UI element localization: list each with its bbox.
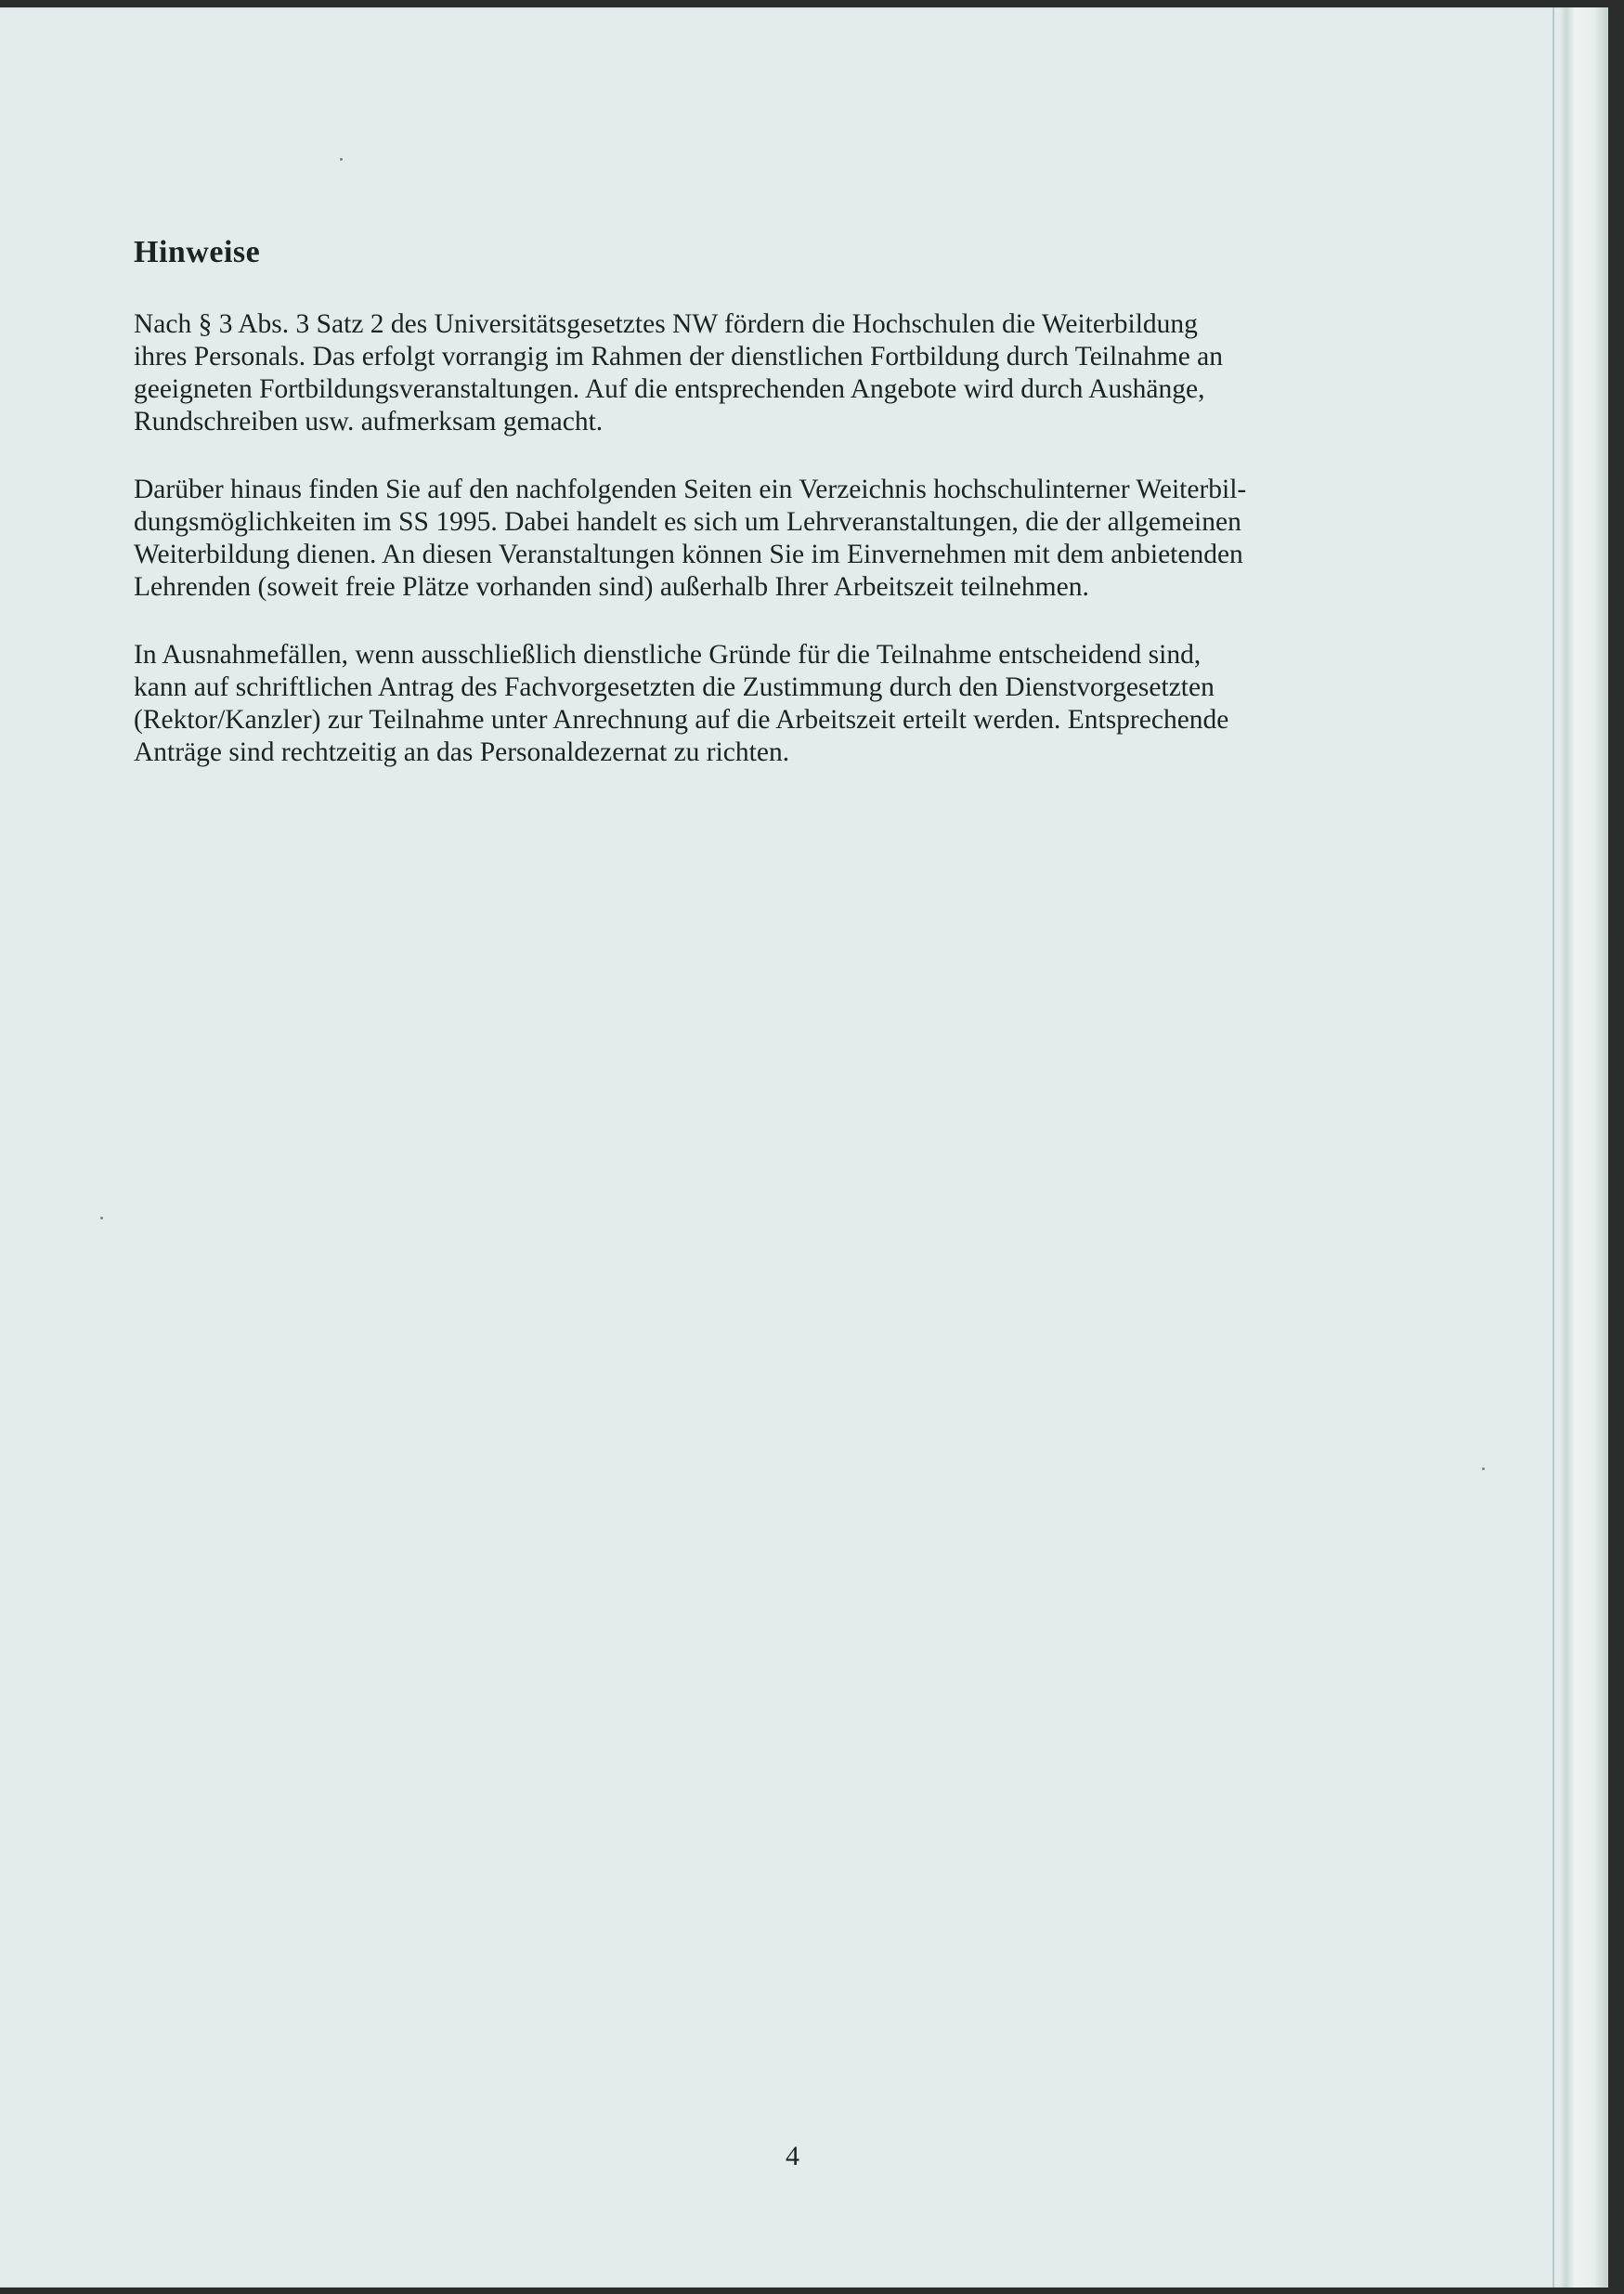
- text-line: Nach § 3 Abs. 3 Satz 2 des Universitätsgesetztes NW fördern die Hochschulen die Weiterbildung: [134, 309, 1198, 339]
- page-edge: [1566, 7, 1608, 2287]
- text-line: geeigneten Fortbildungsveranstaltungen. Auf die entsprechenden Angebote wird durch Aushänge,: [134, 374, 1205, 404]
- document-body: [134, 232, 1434, 804]
- text-line: Rundschreiben usw. aufmerksam gemacht.: [134, 407, 604, 437]
- text-line: dungsmöglichkeiten im SS 1995. Dabei handelt es sich um Lehrveranstaltungen, die der allgemeinen: [134, 507, 1241, 537]
- text-line: Darüber hinaus finden Sie auf den nachfolgenden Seiten ein Verzeichnis hochschulinterner Weiterbil-: [134, 475, 1247, 504]
- paragraph-2: [134, 474, 1434, 604]
- text-line: Lehrenden (soweit freie Plätze vorhanden sind) außerhalb Ihrer Arbeitszeit teilnehmen.: [134, 572, 1089, 602]
- paragraph-3: [134, 639, 1434, 769]
- text-line: kann auf schriftlichen Antrag des Fachvorgesetzten die Zustimmung durch den Dienstvorgesetzten: [134, 672, 1215, 702]
- scan-speck: [340, 158, 343, 161]
- text-line: Anträge sind rechtzeitig an das Personaldezernat zu richten.: [134, 737, 790, 767]
- page-number: 4: [786, 2141, 799, 2171]
- text-line: In Ausnahmefällen, wenn ausschließlich dienstliche Gründe für die Teilnahme entscheidend sind,: [134, 640, 1202, 670]
- text-line: Weiterbildung dienen. An diesen Veranstaltungen können Sie im Einvernehmen mit dem anbietenden: [134, 540, 1243, 569]
- scan-speck: [100, 1217, 103, 1219]
- text-line: (Rektor/Kanzler) zur Teilnahme unter Anrechnung auf die Arbeitszeit erteilt werden. Entsprechende: [134, 705, 1229, 735]
- paragraph-1: [134, 308, 1434, 438]
- page-fold-line: [1553, 7, 1554, 2287]
- section-heading: Hinweise: [134, 235, 261, 269]
- text-line: ihres Personals. Das erfolgt vorrangig im Rahmen der dienstlichen Fortbildung durch Teilnahme an: [134, 342, 1224, 371]
- scan-speck: [1482, 1467, 1485, 1470]
